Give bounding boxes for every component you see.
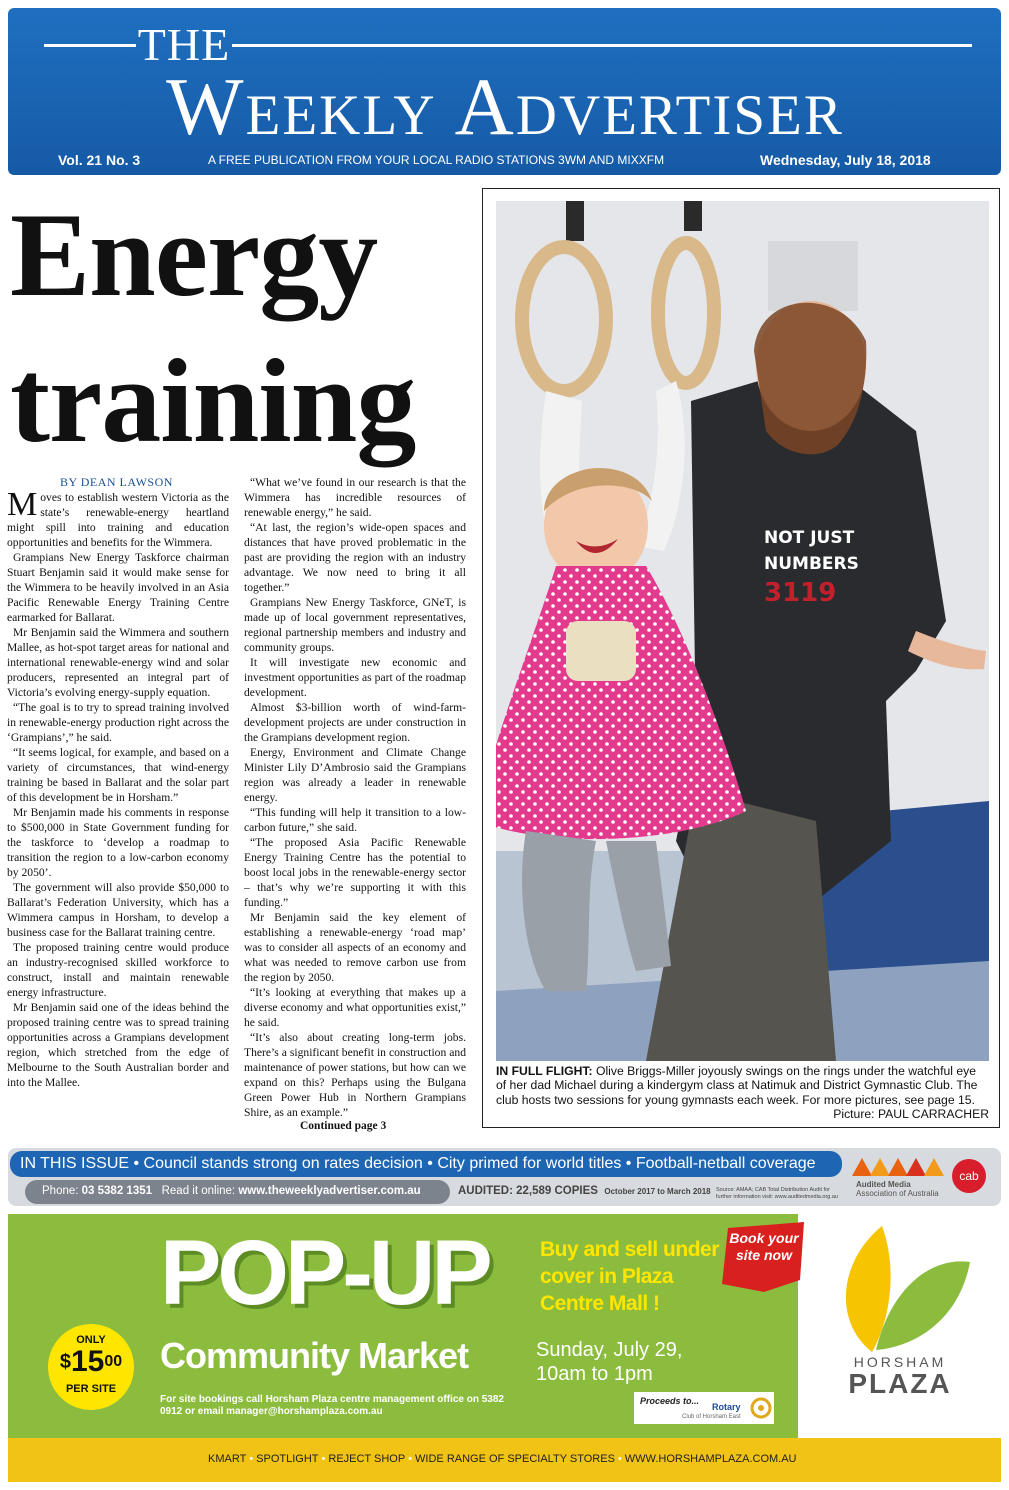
footer-item: WIDE RANGE OF SPECIALTY STORES xyxy=(415,1453,615,1465)
audit-source: Source: AMAA; CAB Total Distribution Audit for further information visit: www.auditedmedia.org.au xyxy=(716,1187,838,1200)
lead-photo xyxy=(496,201,989,1061)
article-paragraph: The proposed training centre would produce an industry-recognised skilled workforce to construct, install and maintain renewable energy infrastructure. xyxy=(7,941,229,999)
contact-info: Phone: 03 5382 1351 Read it online: www.theweeklyadvertiser.com.au xyxy=(42,1185,421,1197)
market-date: Sunday, July 29, 10am to 1pm xyxy=(536,1339,683,1385)
store-list xyxy=(208,1453,797,1465)
footer-item: KMART xyxy=(208,1453,247,1465)
masthead-title: Weekly Advertiser xyxy=(166,61,844,152)
article-paragraph: Moves to establish western Victoria as the state’s renewable-energy heartland might spill into training and education opportunities and benefits for the Wimmera. xyxy=(7,486,229,549)
price-per-site: PER SITE xyxy=(65,1383,117,1395)
article-paragraph: It will investigate new economic and investment opportunities as part of the roadmap development. xyxy=(244,656,466,699)
masthead-rule-left xyxy=(44,44,136,47)
ad-buy-sell: Buy and sell under cover in Plaza Centre Mall ! xyxy=(540,1238,719,1315)
booking-info: For site bookings call Horsham Plaza centre management office on 5382 0912 or email manager@horshamplaza.com.au xyxy=(160,1394,504,1417)
gymnastics-photo xyxy=(496,201,989,1061)
footer-item: REJECT SHOP xyxy=(328,1453,406,1465)
headline-line-2: training xyxy=(10,334,416,467)
brand-horsham: HORSHAM xyxy=(853,1354,947,1370)
svg-text:NUMBERS: NUMBERS xyxy=(764,554,859,574)
footer-separator: • xyxy=(249,1453,254,1465)
ad-headline: POP-UP xyxy=(160,1222,489,1324)
plaza-leaf-logo-icon xyxy=(820,1220,980,1354)
svg-text:3119: 3119 xyxy=(764,578,837,608)
caption-text: Olive Briggs-Miller joyously swings on the rings under the watchful eye of her dad Michael during a kindergym class at Natimuk and District Gymnastic Club. The club hosts two sessions for young gymnasts each week. For more pictures, see page 15. xyxy=(496,1064,978,1107)
book-site-badge[interactable]: Book your site now xyxy=(729,1230,799,1263)
article-paragraph: “At last, the region’s wide-open spaces and distances that have proved problematic in the past are providing the region with an industry advantage. We now need to bring it all together.” xyxy=(244,521,466,594)
rotary-wheel-icon xyxy=(750,1397,772,1419)
article-paragraph: “It’s looking at everything that makes up a diverse economy and what opportunities exist,” he said. xyxy=(244,986,466,1029)
article-paragraph: Almost $3-billion worth of wind-farm-development projects are under construction in the Grampians development region. xyxy=(244,701,466,744)
article-column-1 xyxy=(7,486,229,1090)
masthead-the: THE xyxy=(137,19,231,70)
masthead-rule-right xyxy=(232,44,972,47)
amma-label: Audited Media Association of Australia xyxy=(856,1180,939,1198)
continued-link[interactable]: Continued page 3 xyxy=(300,1120,387,1132)
headline-line-1: Energy xyxy=(10,188,378,321)
shirt-print: NOT JUST xyxy=(764,528,855,548)
price-amount: $1500 xyxy=(59,1345,123,1378)
footer-separator: • xyxy=(321,1453,326,1465)
article-paragraph: Energy, Environment and Climate Change Minister Lily D’Ambrosio said the Grampians region was already a leader in renewable energy. xyxy=(244,746,466,804)
article-paragraph: Mr Benjamin said one of the ideas behind the proposed training centre was to spread training opportunities across a Grampians development region, which stretched from the edge of Melbourne to the South Australian border and into the Mallee. xyxy=(7,1001,229,1089)
article-paragraph: “This funding will help it transition to a low-carbon future,” she said. xyxy=(244,806,466,834)
photo-caption xyxy=(496,1064,989,1122)
rotary-name: Rotary xyxy=(712,1402,741,1412)
article-paragraph: Mr Benjamin said the Wimmera and southern Mallee, as hot-spot target areas for national and international renewable-energy wind and solar producers, represented an integral part of Victoria’s evolving energy-supply equation. xyxy=(7,626,229,699)
phone-number[interactable]: 03 5382 1351 xyxy=(81,1185,153,1197)
rotary-club: Club of Horsham East xyxy=(682,1414,741,1420)
footer-item[interactable]: WWW.HORSHAMPLAZA.COM.AU xyxy=(624,1453,797,1465)
audited-copies: AUDITED: 22,589 COPIES October 2017 to March 2018 xyxy=(458,1185,711,1197)
footer-separator: • xyxy=(617,1453,622,1465)
article-paragraph: “It’s also about creating long-term jobs. There’s a significant benefit in construction and maintenance of power stations, but how can we expand on this? Perhaps using the Bulgana Green Power Hub in Northern Grampians Shire, as an example.” xyxy=(244,1031,466,1119)
drop-cap: M xyxy=(7,486,38,523)
cab-logo: cab xyxy=(952,1159,986,1193)
footer-separator: • xyxy=(408,1453,413,1465)
article-paragraph: “The goal is to try to spread training involved in renewable-energy production right across the ‘Grampians’,” he said. xyxy=(7,701,229,744)
in-this-issue: IN THIS ISSUE • Council stands strong on rates decision • City primed for world titles • Football-netball coverage xyxy=(20,1155,816,1172)
ad-subhead: Community Market xyxy=(160,1335,469,1376)
article-paragraph: Grampians New Energy Taskforce chairman Stuart Benjamin said it would make sense for the Wimmera to be heavily involved in an Asia Pacific Renewable Energy Training Centre earmarked for Ballarat. xyxy=(7,551,229,624)
brand-plaza: PLAZA xyxy=(848,1368,952,1399)
byline: BY DEAN LAWSON xyxy=(60,475,173,489)
headline xyxy=(10,182,480,474)
article-paragraph: Mr Benjamin made his comments in response to $500,000 in State Government funding for the taskforce to ‘develop a roadmap to transition the region to a low-carbon economy by 2050’. xyxy=(7,806,229,879)
article-paragraph: Grampians New Energy Taskforce, GNeT, is made up of local government representatives, regional partnership members and industry and community groups. xyxy=(244,596,466,654)
article-column-2 xyxy=(244,475,466,1120)
price-only: ONLY xyxy=(76,1334,106,1346)
website-link[interactable]: www.theweeklyadvertiser.com.au xyxy=(238,1185,421,1197)
article-paragraph: The government will also provide $50,000 to Ballarat’s Federation University, which has a Wimmera campus in Horsham, to develop a business case for the Ballarat training centre. xyxy=(7,881,229,939)
article-paragraph: “It seems logical, for example, and based on a variety of circumstances, that wind-energy training be based in Ballarat and the solar part of this development be in Horsham.” xyxy=(7,746,229,804)
photo-credit: Picture: PAUL CARRACHER xyxy=(833,1107,989,1122)
amma-logo-icon xyxy=(852,1156,944,1178)
article-paragraph: “What we’ve found in our research is that the Wimmera has incredible resources of renewable energy,” he said. xyxy=(244,476,466,519)
issue-volume: Vol. 21 No. 3 xyxy=(58,152,141,168)
masthead-tagline: A FREE PUBLICATION FROM YOUR LOCAL RADIO STATIONS 3WM AND MIXXFM xyxy=(208,153,665,167)
issue-date: Wednesday, July 18, 2018 xyxy=(760,152,931,168)
article-paragraph: Mr Benjamin said the key element of establishing a renewable-energy ‘road map’ was to consider all aspects of an economy and what was needed to remove carbon use from the region by 2050. xyxy=(244,911,466,984)
footer-item: SPOTLIGHT xyxy=(256,1453,319,1465)
proceeds-label: Proceeds to... xyxy=(640,1396,700,1406)
caption-lead: IN FULL FLIGHT: xyxy=(496,1064,593,1078)
article-paragraph: “The proposed Asia Pacific Renewable Energy Training Centre has the potential to boost local jobs in the renewable-energy sector – that’s why we’re supporting it with this funding.” xyxy=(244,836,466,909)
